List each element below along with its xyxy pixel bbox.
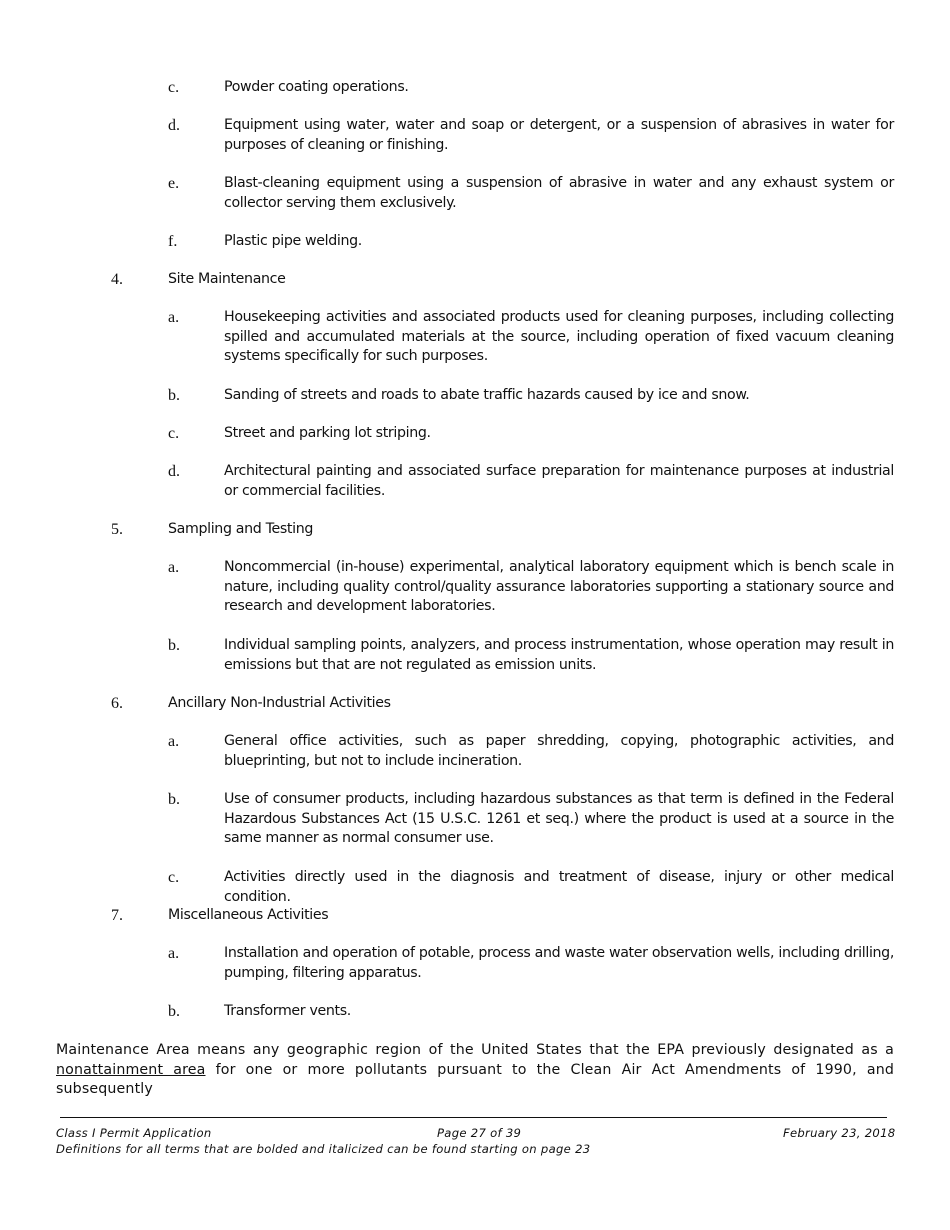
item-text: Housekeeping activities and associated products used for cleaning purposes, including collecting spilled and accumulated materials at the source, including operation of fixed vacuum cleaning systems specifically for such purposes. <box>224 309 894 364</box>
section-number: 4. <box>111 271 123 288</box>
item-text: Transformer vents. <box>224 1003 351 1019</box>
item-text: Individual sampling points, analyzers, and process instrumentation, whose operation may result in emissions but that are not regulated as emission units. <box>224 637 894 673</box>
item-text: Architectural painting and associated surface preparation for maintenance purposes at industrial or commercial facilities. <box>224 463 894 499</box>
footer-date: February 23, 2018 <box>783 1126 896 1140</box>
item-text: Powder coating operations. <box>224 79 409 95</box>
definition-term: Maintenance Area <box>56 1042 190 1058</box>
section-title: Ancillary Non-Industrial Activities <box>168 695 391 711</box>
section-title: Site Maintenance <box>168 271 286 287</box>
item-label: b. <box>168 1003 180 1020</box>
item-label: a. <box>168 945 180 962</box>
item-label: e. <box>168 175 180 192</box>
item-label: c. <box>168 869 180 886</box>
footer-definitions-note: Definitions for all terms that are bolded and italicized can be found starting on page 23 <box>56 1142 591 1156</box>
definition-text: means any geographic region of the United States that the EPA previously designated as a <box>189 1042 894 1058</box>
item-text: Plastic pipe welding. <box>224 233 362 249</box>
section-number: 7. <box>111 907 123 924</box>
footer-divider <box>60 1117 887 1118</box>
footer-document-title: Class I Permit Application <box>56 1126 212 1140</box>
item-text: Installation and operation of potable, process and waste water observation wells, including drilling, pumping, filtering apparatus. <box>224 945 894 981</box>
section-number: 5. <box>111 521 123 538</box>
item-label: a. <box>168 559 180 576</box>
footer-page-number: Page 27 of 39 <box>437 1126 522 1140</box>
item-label: c. <box>168 425 180 442</box>
item-text: Equipment using water, water and soap or detergent, or a suspension of abrasives in water for purposes of cleaning or finishing. <box>224 117 894 153</box>
item-text: Noncommercial (in-house) experimental, analytical laboratory equipment which is bench scale in nature, including quality control/quality assurance laboratories supporting a stationary source and research and development laboratories. <box>224 559 894 614</box>
item-text: Sanding of streets and roads to abate traffic hazards caused by ice and snow. <box>224 387 750 403</box>
item-text: General office activities, such as paper shredding, copying, photographic activities, and blueprinting, but not to include incineration. <box>224 733 894 769</box>
item-label: b. <box>168 637 180 654</box>
item-text: Use of consumer products, including hazardous substances as that term is defined in the Federal Hazardous Substances Act (15 U.S.C. 1261 et seq.) where the product is used at a source in the same manner as normal consumer use. <box>224 791 894 846</box>
item-text: Activities directly used in the diagnosis and treatment of disease, injury or other medical condition. <box>224 869 894 905</box>
definition-paragraph <box>56 1041 894 1100</box>
item-label: b. <box>168 387 180 404</box>
item-label: b. <box>168 791 180 808</box>
item-label: c. <box>168 79 180 96</box>
item-label: f. <box>168 233 178 250</box>
item-label: d. <box>168 463 180 480</box>
item-label: d. <box>168 117 180 134</box>
item-text: Blast-cleaning equipment using a suspension of abrasive in water and any exhaust system or collector serving them exclusively. <box>224 175 894 211</box>
section-title: Miscellaneous Activities <box>168 907 329 923</box>
definition-text-continued: for one or more pollutants pursuant to the Clean Air Act Amendments of 1990, and subsequently <box>56 1061 895 1097</box>
section-title: Sampling and Testing <box>168 521 313 537</box>
section-number: 6. <box>111 695 123 712</box>
definition-link[interactable]: nonattainment area <box>56 1061 206 1078</box>
item-label: a. <box>168 309 180 326</box>
item-label: a. <box>168 733 180 750</box>
item-text: Street and parking lot striping. <box>224 425 431 441</box>
